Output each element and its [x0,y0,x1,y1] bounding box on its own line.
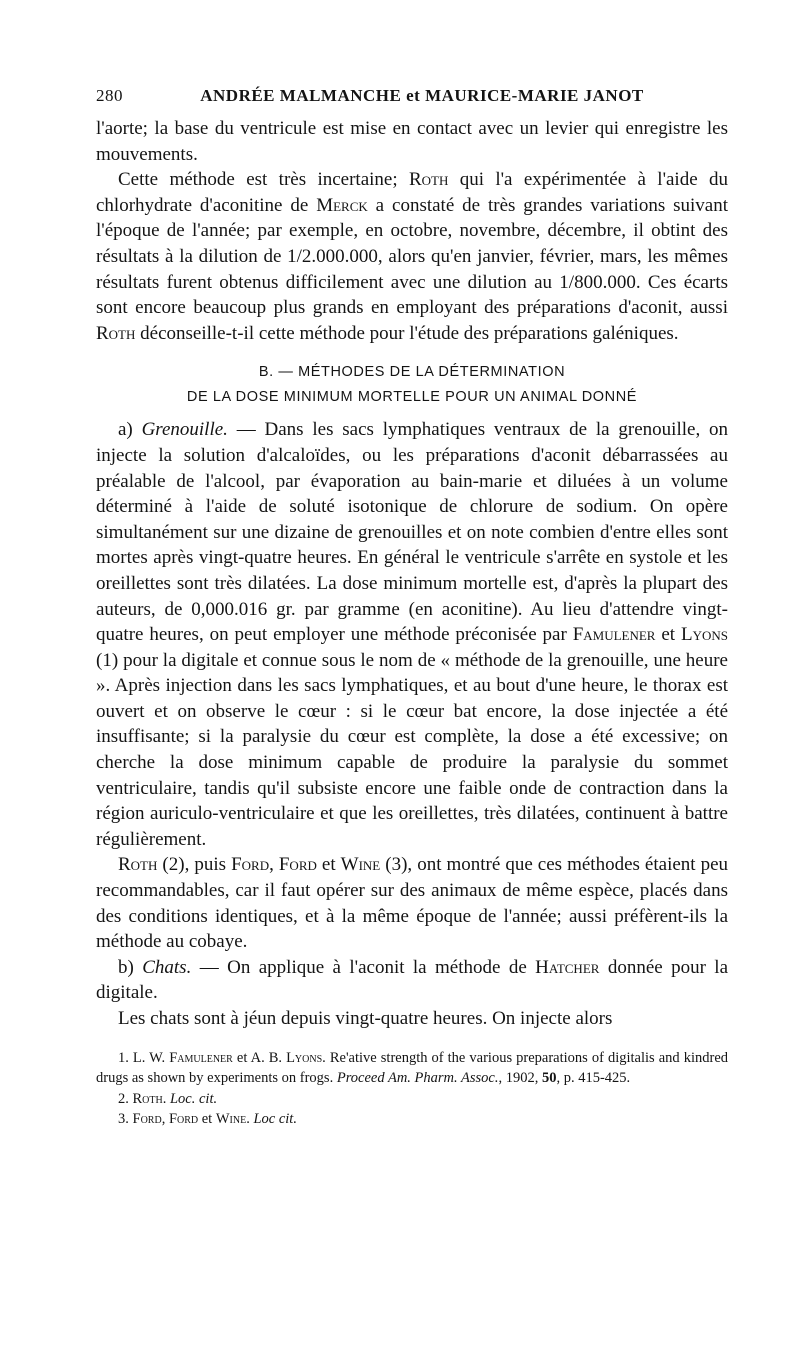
book-page [96,86,728,1130]
paragraph-roth-ford [96,852,728,954]
journal-title: Proceed Am. Pharm. Assoc. [336,1070,499,1087]
footnote-ref: (3) [385,854,408,876]
text-run: . Re'ative strength of the various preparations of digitalis and kindred drugs as shown by experiments on frogs. [96,1049,729,1087]
text-run: — Dans les sacs lymphatiques ventraux de la grenouille, on injecte la solution d'alcaloïdes, ou les préparations d'aconit débarrassées au préalable de l'alcool, par évaporation au bain-marie et diluées à un volume déterminé à l'aide de soluté isotonique de chlorure de sodium. On opère simultanément sur une dizaine de grenouilles et on note combien d'entre elles sont mortes après vingt-quatre heures. En général le ventricule s'arrête en systole et les oreillettes sont très dilatées. La dose minimum mortelle est, d'après la plupart des auteurs, de 0,000.016 gr. par gramme (en aconitine). Au lieu d'attendre vingt-quatre heures, on peut employer une méthode préconisée par [96,419,728,646]
author-name: Ford [231,854,270,876]
text-run: , p. 415-425. [556,1070,631,1087]
author-name: Wine [215,1111,247,1128]
citation-abbrev: Loc. cit. [169,1090,218,1107]
text-run: et [198,1111,216,1128]
author-name: Ford [278,854,317,876]
item-label: b) [118,956,143,978]
author-name: Roth [132,1090,163,1107]
text-run: et [316,854,341,876]
running-head [96,86,728,116]
text-run: — On applique à l'aconit la méthode de [191,956,536,978]
author-name: Roth [96,322,136,344]
text-run: déconseille-t-il cette méthode pour l'étude des préparations galéniques. [135,322,679,344]
paragraph-chats [96,955,728,1006]
text-run: , [161,1111,169,1128]
section-heading-line: DE LA DOSE MINIMUM MORTELLE POUR UN ANIMAL DONNÉ [186,389,638,406]
section-heading [96,360,728,410]
author-name: Lyons [286,1049,323,1066]
text-run: , ont montré que ces méthodes étaient peu recommandables, car il faut opérer sur des animaux de même espèce, placés dans des conditions identiques, et à la même époque de l'année; aussi préfèrent-ils la méthode au cobaye. [96,854,729,953]
footnote-1 [96,1048,728,1089]
text-run: . [246,1111,254,1128]
author-name: Lyons [681,624,729,646]
text-run: , [269,854,279,876]
author-name: Merck [316,194,368,216]
text-run: et A. B. [232,1049,287,1066]
subsection-title: Chats. [142,956,192,978]
footnote-number: 1. [118,1049,133,1066]
paragraph-chats-jeun [96,1006,728,1032]
author-name: Famulener [572,624,656,646]
author-name: Roth [408,169,449,191]
text-run: . [162,1090,170,1107]
author-name: Hatcher [535,956,600,978]
running-title: ANDRÉE MALMANCHE et MAURICE-MARIE JANOT [200,86,644,105]
text-run: qui l'a expérimentée à l'aide du chlorhydrate d'aconitine de [96,169,728,216]
section-heading-line: B. — MÉTHODES DE LA DÉTERMINATION [258,364,566,381]
subsection-title: Grenouille. [141,419,228,441]
paragraph-methode-incertaine [96,167,728,346]
footnote-ref: (2) [162,854,185,876]
author-name: Roth [118,854,158,876]
citation-abbrev: Loc cit. [253,1111,297,1128]
text-run: et [655,624,681,646]
text-run: , 1902, [498,1070,542,1087]
author-name: Ford [168,1111,199,1128]
page-number: 280 [96,86,123,105]
text-run: , puis [184,854,232,876]
footnote-number: 3. [118,1111,133,1128]
text-run: donnée pour la digitale. [96,956,729,1004]
paragraph-grenouille [96,417,728,852]
author-name: Famulener [169,1049,233,1066]
footnote-3 [96,1109,728,1130]
paragraph-text: Les chats sont à jéun depuis vingt-quatre heures. On injecte alors [118,1008,613,1029]
text-run: pour la digitale et connue sous le nom de « méthode de la grenouille, une heure ». Après injection dans les sacs lymphatiques, et au bout d'une heure, le thorax est ouvert et on observe le cœur : si le cœur bat encore, la dose injectée a été insuffisante; si la paralysie du cœur est complète, la dose a été excessive; on cherche la dose minimum capable de produire la paralysie du sommet ventriculaire, tandis qu'il subsiste encore une faible onde de contraction dans la région auriculo-ventriculaire et que les oreillettes, très dilatées, continuent à battre régulièrement. [96,649,728,850]
footnote-2 [96,1089,728,1110]
text-run: a constaté de très grandes variations suivant l'époque de l'année; par exemple, en octobre, novembre, décembre, il obtint des résultats à la dilution de 1/2.000.000, alors qu'en janvier, février, mars, les mêmes résultats furent obtenus difficilement avec une dilution au 1/800.000. Ces écarts sont encore beaucoup plus grands en employant des préparations d'aconit, aussi [96,194,728,319]
footnote-ref: (1) [96,649,119,671]
author-name: Wine [340,854,381,876]
paragraph-text: l'aorte; la base du ventricule est mise en contact avec un levier qui enregistre les mouvements. [96,118,728,165]
author-name: Ford [132,1111,162,1128]
text-run: Cette méthode est très incertaine; [118,169,409,191]
volume-number: 50 [541,1070,557,1087]
footnote-number: 2. [118,1090,133,1107]
text-run: L. W. [132,1049,170,1066]
footnotes [96,1048,728,1130]
item-label: a) [118,419,142,441]
paragraph-aorte [96,116,728,167]
